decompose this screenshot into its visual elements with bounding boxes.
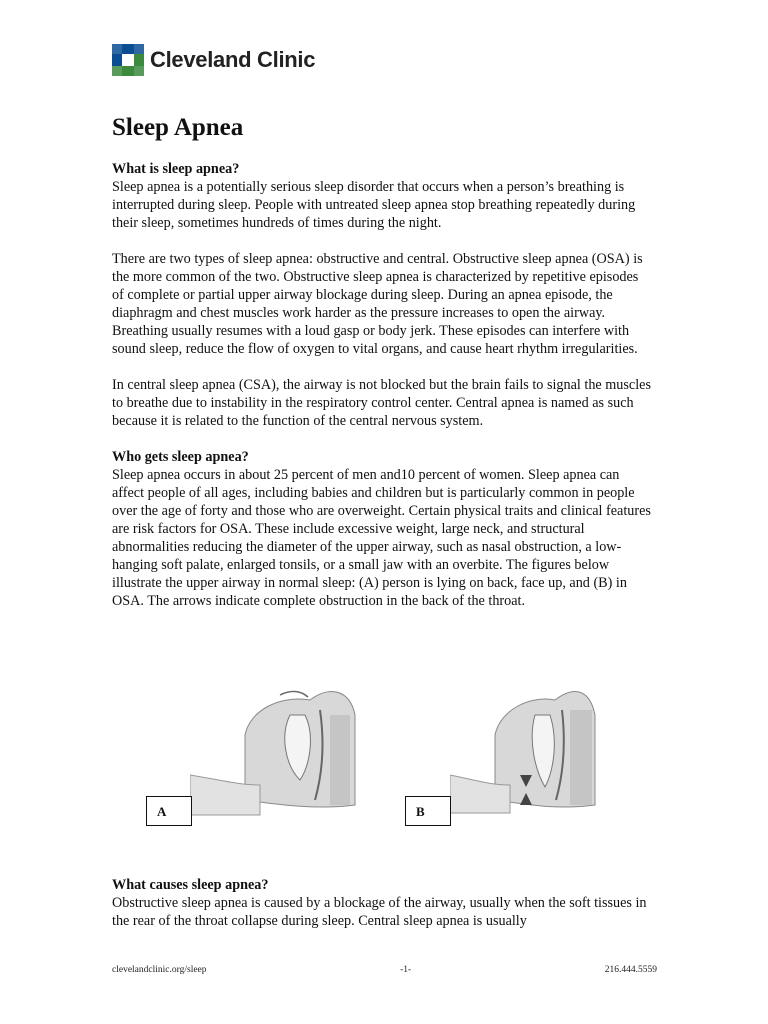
page-footer (112, 965, 657, 975)
footer-phone: 216.444.5559 (604, 965, 657, 975)
paragraph: Obstructive sleep apnea is caused by a blockage of the airway, usually when the soft tissues in the rear of the throat collapse during sleep. Central sleep apnea is usually (112, 895, 647, 929)
section-heading-what-is: What is sleep apnea? (112, 161, 240, 177)
cleveland-clinic-logo (112, 44, 315, 76)
airway-normal-illustration (190, 655, 395, 835)
document-body (112, 160, 652, 610)
logo-text: Cleveland Clinic (150, 47, 316, 72)
paragraph: There are two types of sleep apnea: obstructive and central. Obstructive sleep apnea (OSA) is the more common of the two. Obstructive sleep apnea is characterized by repetitive episodes of complete or partial upper airway blockage during sleep. During an apnea episode, the diaphragm and chest muscles work harder as the pressure increases to open the airway. Breathing usually resumes with a loud gasp or body jerk. These episodes can interfere with sound sleep, reduce the flow of oxygen to vital organs, and cause heart rhythm irregularities. (112, 251, 643, 357)
paragraph: Sleep apnea occurs in about 25 percent of men and10 percent of women. Sleep apnea can affect people of all ages, including babies and children but is particularly common in people over the age of forty and those who are overweight. Certain physical traits and clinical features are risk factors for OSA. These include excessive weight, large neck, and structural abnormalities reducing the diameter of the upper airway, such as nasal obstruction, a low-hanging soft palate, enlarged tonsils, or a small jaw with an overbite. The figures below illustrate the upper airway in normal sleep: (A) person is lying on back, face up, and (B) in OSA. The arrows indicate complete obstruction in the back of the throat. (112, 467, 651, 609)
figure-label-b: B (405, 796, 451, 826)
airway-obstructed-illustration (450, 655, 655, 835)
footer-url: clevelandclinic.org/sleep (112, 965, 207, 975)
figure-b-osa-airway (416, 655, 655, 835)
paragraph: Sleep apnea is a potentially serious sleep disorder that occurs when a person’s breathing is interrupted during sleep. People with untreated sleep apnea stop breathing repeatedly during their sleep, sometimes hundreds of times during the night. (112, 179, 636, 231)
cleveland-clinic-cross-icon (112, 44, 144, 76)
document-title: Sleep Apnea (112, 114, 244, 141)
section-what-causes (112, 876, 652, 930)
figure-a-normal-airway (157, 655, 395, 835)
footer-page-number: -1- (400, 965, 412, 975)
airway-figures (157, 655, 600, 835)
section-heading-what-causes: What causes sleep apnea? (112, 877, 269, 893)
figure-label-a: A (146, 796, 192, 826)
paragraph: In central sleep apnea (CSA), the airway is not blocked but the brain fails to signal the muscles to breathe due to instability in the respiratory control center. Central apnea is named as such because it is related to the function of the central nervous system. (112, 377, 651, 429)
section-heading-who-gets: Who gets sleep apnea? (112, 449, 249, 465)
